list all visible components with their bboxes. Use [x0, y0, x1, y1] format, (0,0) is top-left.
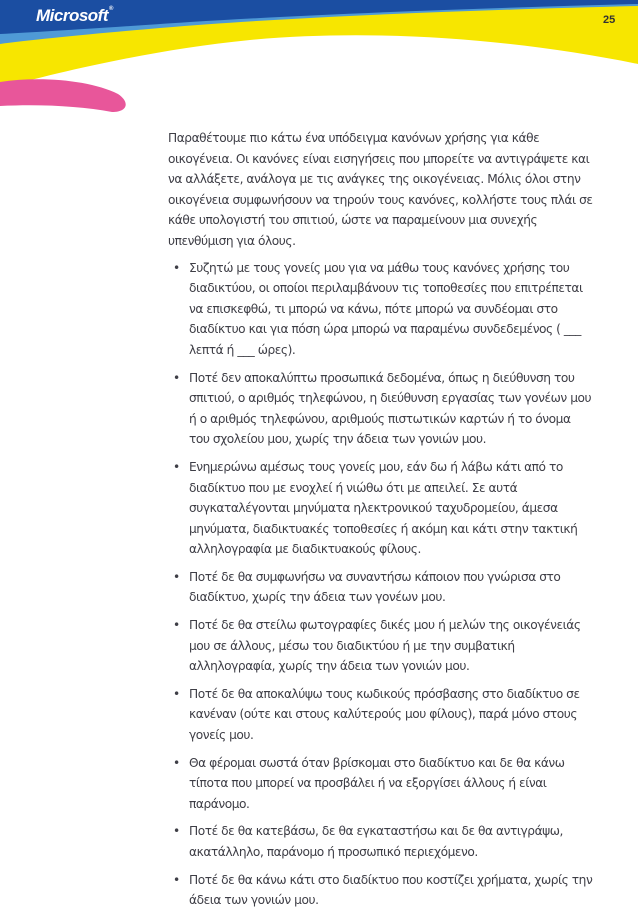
rule-text: Συζητώ με τους γονείς μου για να μάθω τους κανόνες χρήσης του διαδικτύου, οι οποίοι περιλαμβάνουν τις τοποθεσίες που επιτρέπεται να επισκεφθώ, τι μπορώ να κάνω, πότε μπορώ να συνδέομαι στο διαδίκτυο και για πόση ώρα μπορώ να παραμένω συνδεδεμένος ( ___ λεπτά ή ___ ώρες).: [189, 260, 583, 357]
rule-item: [168, 615, 594, 677]
intro-paragraph: Παραθέτουμε πιο κάτω ένα υπόδειγμα κανόνων χρήσης για κάθε οικογένεια. Οι κανόνες είναι εισηγήσεις που μπορείτε να αντιγράψετε και να αλλάξετε, ανάλογα με τις ανάγκες της οικογένειας. Μόλις όλοι στην οικογένεια συμφωνήσουν να τηρούν τους κανόνες, κολλήστε τους πλάι σε κάθε υπολογιστή του σπιτιού, ώστε να παραμείνουν μια συνεχής υπενθύμιση για όλους.: [168, 131, 593, 248]
bullet-icon: •: [173, 260, 180, 275]
rule-text: Ενημερώνω αμέσως τους γονείς μου, εάν δω ή λάβω κάτι από το διαδίκτυο που με ενοχλεί ή νιώθω ότι με απειλεί. Σε αυτά συγκαταλέγονται μηνύματα ηλεκτρονικού ταχυδρομείου, άμεσα μηνύματα, διαδικτυακές τοποθεσίες ή ακόμη και κάτι στην τακτική αλληλογραφία με διαδικτυακούς φίλους.: [189, 459, 578, 557]
rule-text: Ποτέ δε θα αποκαλύψω τους κωδικούς πρόσβασης στο διαδίκτυο σε κανέναν (ούτε και στους καλύτερούς μου φίλους), παρά μόνο στους γονείς μου.: [189, 686, 580, 743]
bullet-icon: •: [173, 824, 180, 839]
bullet-icon: •: [173, 569, 180, 584]
rule-text: Θα φέρομαι σωστά όταν βρίσκομαι στο διαδίκτυο και δε θα κάνω τίποτα που μπορεί να προσβάλει ή να εξοργίσει άλλους ή είναι παράνομο.: [189, 755, 565, 811]
bullet-icon: •: [173, 686, 180, 701]
page-number: 25: [603, 14, 616, 26]
logo-text: Microsoft: [36, 6, 108, 25]
rule-item: [168, 368, 594, 450]
rules-list: [168, 258, 594, 911]
rule-text: Ποτέ δε θα κάνω κάτι στο διαδίκτυο που κοστίζει χρήματα, χωρίς την άδεια των γονιών μου.: [189, 872, 593, 908]
rule-item: [168, 258, 594, 361]
bullet-icon: •: [173, 370, 180, 385]
rule-text: Ποτέ δε θα συμφωνήσω να συναντήσω κάποιον που γνώρισα στο διαδίκτυο, χωρίς την άδεια των γονέων μου.: [189, 569, 561, 605]
rule-item: [168, 821, 594, 862]
microsoft-logo: [36, 6, 113, 26]
bullet-icon: •: [173, 755, 180, 770]
bullet-icon: •: [173, 618, 180, 633]
rule-item: [168, 753, 594, 815]
rule-text: Ποτέ δε θα στείλω φωτογραφίες δικές μου ή μελών της οικογένειάς μου σε άλλους, μέσω του διαδικτύου ή με την συμβατική αλληλογραφία, χωρίς την άδεια των γονιών μου.: [189, 618, 581, 674]
rule-item: [168, 684, 594, 746]
rule-item: [168, 457, 594, 560]
bullet-icon: •: [173, 459, 180, 474]
trademark-symbol: ®: [109, 6, 113, 12]
pink-wave: [0, 79, 126, 112]
rule-item: [168, 567, 594, 608]
rule-item: [168, 870, 594, 911]
rule-text: Ποτέ δεν αποκαλύπτω προσωπικά δεδομένα, όπως η διεύθυνση του σπιτιού, ο αριθμός τηλεφώνου, η διεύθυνση εργασίας των γονέων μου ή ο αριθμός τηλεφώνου, αριθμούς πιστωτικών καρτών ή το όνομα του σχολείου μου, χωρίς την άδεια των γονιών μου.: [189, 370, 592, 447]
rule-text: Ποτέ δε θα κατεβάσω, δε θα εγκαταστήσω και δε θα αντιγράψω, ακατάλληλο, παράνομο ή προσωπικό περιεχόμενο.: [189, 824, 563, 859]
bullet-icon: •: [173, 872, 180, 887]
main-content: [168, 128, 594, 918]
